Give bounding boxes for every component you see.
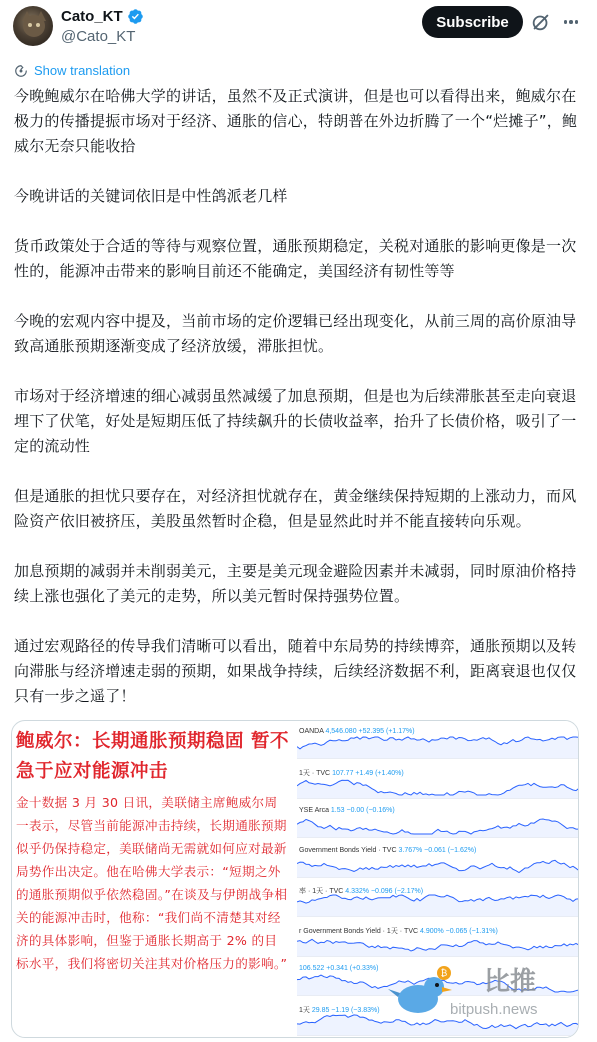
post-media-image[interactable]: [11, 720, 579, 1038]
market-chart-symbol: 1天 · TVC: [299, 769, 333, 777]
market-chart-value: 4,546.080 +52.395 (+1.17%): [325, 728, 415, 735]
market-chart-value: 106.522 +0.341 (+0.33%): [299, 965, 379, 972]
news-excerpt: [12, 721, 296, 1038]
news-headline: 鲍威尔：长期通胀预期稳固 暂不急于应对能源冲击: [16, 731, 289, 782]
subscribe-button[interactable]: Subscribe: [422, 6, 523, 38]
market-chart-label: [299, 1005, 380, 1015]
market-chart-label: [299, 768, 404, 778]
market-chart-label: [299, 926, 498, 936]
post-paragraph: 通过宏观路径的传导我们清晰可以看出，随着中东局势的持续博弈，通胀预期以及转向滞胀与经济增速走弱的预期，如果战争持续，后续经济数据不利，距离衰退也仅仅只有一步之遥了！: [14, 637, 577, 705]
post-paragraph: 今晚鲍威尔在哈佛大学的讲话，虽然不及正式演讲，但是也可以看得出来，鲍威尔在极力的传播提振市场对于经济、通胀的信心，特朗普在外边折腾了一个“烂摊子”，鲍威尔无奈只能收拾: [14, 87, 578, 155]
market-chart-label: [299, 728, 415, 735]
market-chart-strip: [297, 725, 579, 759]
post-paragraph: 加息预期的减弱并未削弱美元，主要是美元现金避险因素并未减弱，同时原油价格持续上涨也强化了美元的走势，所以美元暂时保持强势位置。: [14, 562, 577, 605]
author-name-row[interactable]: [61, 8, 144, 25]
show-translation-link[interactable]: [14, 63, 130, 78]
more-options-icon[interactable]: [560, 11, 582, 33]
market-chart-symbol: YSE Arca: [299, 807, 331, 814]
post-paragraph: 今晚的宏观内容中提及，当前市场的定价逻辑已经出现变化，从前三周的高价原油导致高通胀预期逐渐变成了经济放缓，滞胀担忧。: [14, 312, 577, 355]
post-paragraph: 今晚讲话的关键词依旧是中性鸽派老几样: [14, 187, 288, 205]
market-chart-strip: [297, 804, 579, 838]
author-handle[interactable]: @Cato_KT: [61, 28, 136, 45]
market-chart-label: [299, 807, 395, 814]
market-chart-label: [299, 886, 423, 896]
market-chart-symbol: r Government Bonds Yield · 1天 · TVC: [299, 927, 420, 935]
post-paragraph: 市场对于经济增速的细心减弱虽然减缓了加息预期，但是也为后续滞胀甚至走向衰退埋下了伏笔，好处是短期压低了持续飙升的长债收益率，抬升了长债价格，吸引了一定的流动性: [14, 387, 577, 455]
market-chart-strip: [297, 923, 579, 957]
market-chart-strip: [297, 883, 579, 917]
market-chart-value: 4.900% −0.065 (−1.31%): [420, 927, 498, 935]
author-display-name[interactable]: Cato_KT: [61, 8, 123, 25]
post-text: [14, 84, 584, 709]
market-chart-symbol: Government Bonds Yield · TVC: [299, 846, 399, 854]
svg-text:₿: ₿: [440, 969, 448, 979]
avatar[interactable]: [13, 6, 53, 46]
bitpush-watermark: [388, 957, 568, 1027]
post-header: [0, 0, 597, 56]
watermark-brand: 比推: [484, 967, 537, 997]
market-chart-value: 107.77 +1.49 (+1.40%): [332, 769, 404, 777]
market-chart-strip: [297, 844, 579, 878]
grok-icon[interactable]: [530, 11, 552, 33]
post-paragraph: 货币政策处于合适的等待与观察位置，通胀预期稳定，关税对通胀的影响更像是一次性的，能源冲击带来的影响目前还不能确定，美国经济有韧性等等: [14, 237, 577, 280]
show-translation-label[interactable]: Show translation: [34, 63, 131, 78]
market-chart-strip: [297, 765, 579, 799]
verified-badge-icon: [127, 8, 144, 25]
watermark-url: bitpush.news: [450, 1001, 538, 1018]
market-chart-symbol: 率 · 1天 · TVC: [299, 888, 346, 895]
market-chart-label: [299, 847, 476, 854]
market-chart-value: 4.332% −0.096 (−2.17%): [345, 888, 424, 895]
market-chart-symbol: OANDA: [299, 728, 326, 735]
market-chart-label: [299, 965, 378, 972]
market-chart-value: 1.53 −0.00 (−0.16%): [330, 807, 395, 814]
news-body: 金十数据 3 月 30 日讯，美联储主席鲍威尔周一表示，尽管当前能源冲击持续，长期通胀预期似乎仍保持稳定，美联储尚无需就如何应对最新局势作出决定。他在哈佛大学表示：“短期之外的通胀预期似乎依然稳固。”在谈及与伊朗战争相关的能源冲击时，他称：“我们尚不清楚其对经济的具体影响，但鉴于通胀长期高于 2% 的目标水平，我们将密切关注其对价格压力的影响。”: [16, 795, 288, 971]
market-chart-value: 29.85 −1.19 (−3.83%): [311, 1006, 380, 1014]
bird-logo-icon: [388, 963, 458, 1023]
market-chart-symbol: 1天: [299, 1006, 312, 1014]
translate-icon: [14, 64, 28, 78]
post-paragraph: 但是通胀的担忧只要存在，对经济担忧就存在，黄金继续保持短期的上涨动力，而风险资产依旧被挤压，美股虽然暂时企稳，但是显然此时并不能直接转向乐观。: [14, 487, 577, 530]
market-chart-value: 3.767% −0.061 (−1.62%): [398, 846, 477, 854]
